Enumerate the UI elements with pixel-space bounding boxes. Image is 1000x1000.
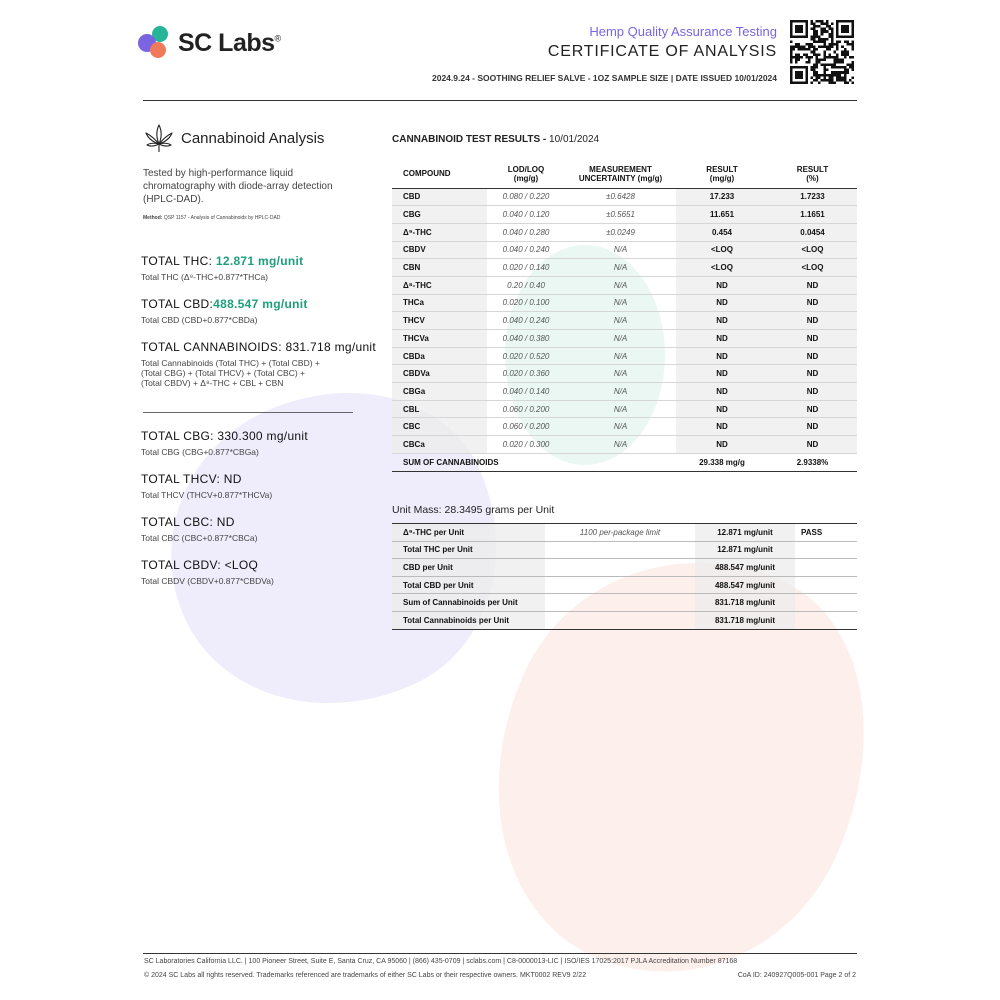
table-row (392, 294, 857, 312)
cell-uncertainty: N/A (565, 365, 676, 383)
cell-compound: THCV (392, 312, 487, 330)
cell-compound: CBCa (392, 436, 487, 454)
unit-cell-amount: 831.718 mg/unit (695, 611, 795, 629)
total-cbg-formula: Total CBG (CBG+0.877*CBGa) (141, 447, 259, 457)
table-row (392, 276, 857, 294)
cell-compound: THCa (392, 294, 487, 312)
cell-compound: Δ⁹-THC (392, 223, 487, 241)
cell-result-pct: ND (768, 383, 857, 401)
unit-cell-limit: 1100 per-package limit (545, 524, 695, 542)
sum-pct: 2.9338% (768, 453, 857, 471)
cell-uncertainty: N/A (565, 259, 676, 277)
header-lod-loq: LOD/LOQ (mg/g) (487, 160, 565, 188)
cell-compound: CBN (392, 259, 487, 277)
cell-result-pct: ND (768, 436, 857, 454)
cell-lod-loq: 0.020 / 0.140 (487, 259, 565, 277)
total-cbc-formula: Total CBC (CBC+0.877*CBCa) (141, 533, 258, 543)
cell-uncertainty: N/A (565, 436, 676, 454)
sum-mg: 29.338 mg/g (676, 453, 768, 471)
unit-cell-amount: 488.547 mg/unit (695, 559, 795, 577)
table-row (392, 365, 857, 383)
brand-name: SC Labs® (178, 28, 281, 57)
cell-result-mg: ND (676, 418, 768, 436)
total-thcv: TOTAL THCV: ND (141, 472, 242, 486)
cell-compound: CBGa (392, 383, 487, 401)
cell-uncertainty: ±0.5651 (565, 206, 676, 224)
unit-cell-amount: 831.718 mg/unit (695, 594, 795, 612)
table-row (392, 188, 857, 206)
sc-labs-logo-icon (138, 26, 172, 60)
cell-result-mg: ND (676, 347, 768, 365)
cell-result-mg: 0.454 (676, 223, 768, 241)
cell-result-mg: ND (676, 383, 768, 401)
cell-lod-loq: 0.040 / 0.380 (487, 330, 565, 348)
table-row (392, 383, 857, 401)
left-divider (143, 412, 353, 413)
footer-address: SC Laboratories California LLC. | 100 Pioneer Street, Suite E, Santa Cruz, CA 95060 | (866) 435-0709 | sclabs.com | C8-0000013-LIC | ISO/IES 17025:2017 PJLA Accreditation Number 87168 (144, 958, 738, 965)
unit-cell-label: Total CBD per Unit (392, 576, 545, 594)
cell-compound: CBG (392, 206, 487, 224)
cell-result-mg: 17.233 (676, 188, 768, 206)
total-thc: TOTAL THC: 12.871 mg/unit (141, 254, 304, 268)
header-compound: COMPOUND (392, 160, 487, 188)
total-cannabinoids-formula-3: (Total CBDV) + Δ⁸-THC + CBL + CBN (141, 378, 284, 388)
unit-row (392, 594, 857, 612)
total-cbdv-formula: Total CBDV (CBDV+0.877*CBDVa) (141, 576, 274, 586)
unit-cell-status (795, 576, 857, 594)
unit-cell-limit (545, 541, 695, 559)
total-cbg: TOTAL CBG: 330.300 mg/unit (141, 429, 308, 443)
brand-logo (138, 26, 281, 60)
unit-cell-amount: 12.871 mg/unit (695, 524, 795, 542)
cell-lod-loq: 0.020 / 0.520 (487, 347, 565, 365)
unit-cell-label: Total Cannabinoids per Unit (392, 611, 545, 629)
unit-cell-limit (545, 576, 695, 594)
unit-row (392, 611, 857, 629)
cell-result-mg: ND (676, 365, 768, 383)
unit-mass-title: Unit Mass: 28.3495 grams per Unit (392, 504, 555, 516)
footer-copyright-row (144, 972, 856, 979)
cell-lod-loq: 0.060 / 0.200 (487, 400, 565, 418)
analysis-description: Tested by high-performance liquid chromatography with diode-array detection (HPLC-DAD). (143, 168, 333, 205)
cell-compound: CBDa (392, 347, 487, 365)
cell-lod-loq: 0.020 / 0.300 (487, 436, 565, 454)
qr-code-icon[interactable] (790, 20, 854, 84)
table-row (392, 418, 857, 436)
unit-cell-label: Δ⁹-THC per Unit (392, 524, 545, 542)
results-title: CANNABINOID TEST RESULTS - 10/01/2024 (392, 134, 600, 145)
cell-uncertainty: N/A (565, 312, 676, 330)
cell-uncertainty: N/A (565, 383, 676, 401)
total-cbdv: TOTAL CBDV: <LOQ (141, 558, 259, 572)
cell-result-pct: 1.1651 (768, 206, 857, 224)
total-cbc: TOTAL CBC: ND (141, 515, 235, 529)
unit-cell-status: PASS (795, 524, 857, 542)
unit-cell-status (795, 594, 857, 612)
table-row (392, 259, 857, 277)
cell-lod-loq: 0.060 / 0.200 (487, 418, 565, 436)
cell-lod-loq: 0.040 / 0.240 (487, 312, 565, 330)
table-row (392, 330, 857, 348)
cell-result-mg: ND (676, 330, 768, 348)
cannabinoid-results-table (392, 160, 857, 472)
cell-uncertainty: N/A (565, 294, 676, 312)
cell-result-pct: ND (768, 330, 857, 348)
cell-result-pct: ND (768, 294, 857, 312)
header-uncertainty: MEASUREMENT UNCERTAINTY (mg/g) (565, 160, 676, 188)
table-row (392, 241, 857, 259)
total-cannabinoids-formula-1: Total Cannabinoids (Total THC) + (Total CBD) + (141, 358, 320, 368)
header-sample-info: 2024.9.24 - SOOTHING RELIEF SALVE - 1OZ SAMPLE SIZE | DATE ISSUED 10/01/2024 (432, 73, 777, 83)
footer-divider (143, 953, 857, 954)
cell-compound: CBDVa (392, 365, 487, 383)
cell-lod-loq: 0.20 / 0.40 (487, 276, 565, 294)
cell-result-mg: ND (676, 294, 768, 312)
total-cannabinoids-formula-2: (Total CBG) + (Total THCV) + (Total CBC) + (141, 368, 305, 378)
unit-cell-status (795, 559, 857, 577)
sum-row (392, 453, 857, 471)
unit-cell-limit (545, 559, 695, 577)
cell-result-pct: ND (768, 418, 857, 436)
cell-result-mg: <LOQ (676, 241, 768, 259)
cell-lod-loq: 0.040 / 0.140 (487, 383, 565, 401)
results-header-row (392, 160, 857, 188)
cell-result-pct: 1.7233 (768, 188, 857, 206)
analysis-title: Cannabinoid Analysis (181, 129, 325, 147)
header-title: CERTIFICATE OF ANALYSIS (547, 43, 777, 60)
cell-result-pct: <LOQ (768, 259, 857, 277)
cell-result-pct: 0.0454 (768, 223, 857, 241)
cell-uncertainty: N/A (565, 347, 676, 365)
total-cbd: TOTAL CBD:488.547 mg/unit (141, 297, 308, 311)
unit-mass-table (392, 523, 857, 630)
unit-row (392, 559, 857, 577)
cannabinoid-analysis-heading (143, 122, 324, 154)
cell-lod-loq: 0.040 / 0.240 (487, 241, 565, 259)
header-result-mg: RESULT (mg/g) (676, 160, 768, 188)
unit-row (392, 541, 857, 559)
cell-lod-loq: 0.020 / 0.100 (487, 294, 565, 312)
cell-compound: Δ⁸-THC (392, 276, 487, 294)
unit-cell-limit (545, 611, 695, 629)
table-row (392, 223, 857, 241)
cell-compound: THCVa (392, 330, 487, 348)
cell-result-mg: 11.651 (676, 206, 768, 224)
cell-result-pct: ND (768, 312, 857, 330)
table-row (392, 436, 857, 454)
unit-cell-label: CBD per Unit (392, 559, 545, 577)
cell-result-mg: ND (676, 436, 768, 454)
table-row (392, 347, 857, 365)
unit-cell-label: Sum of Cannabinoids per Unit (392, 594, 545, 612)
table-row (392, 206, 857, 224)
unit-cell-amount: 488.547 mg/unit (695, 576, 795, 594)
header-result-pct: RESULT (%) (768, 160, 857, 188)
cell-uncertainty: ±0.6428 (565, 188, 676, 206)
cell-result-pct: ND (768, 347, 857, 365)
sum-label: SUM OF CANNABINOIDS (392, 453, 676, 471)
unit-row (392, 576, 857, 594)
table-row (392, 400, 857, 418)
unit-cell-status (795, 541, 857, 559)
unit-cell-status (795, 611, 857, 629)
cell-lod-loq: 0.080 / 0.220 (487, 188, 565, 206)
unit-cell-limit (545, 594, 695, 612)
cell-compound: CBDV (392, 241, 487, 259)
cell-result-pct: ND (768, 276, 857, 294)
cell-result-pct: <LOQ (768, 241, 857, 259)
table-row (392, 312, 857, 330)
cell-lod-loq: 0.040 / 0.280 (487, 223, 565, 241)
cell-result-pct: ND (768, 400, 857, 418)
cell-compound: CBL (392, 400, 487, 418)
unit-cell-label: Total THC per Unit (392, 541, 545, 559)
header-divider (143, 100, 857, 101)
cell-compound: CBD (392, 188, 487, 206)
cell-lod-loq: 0.040 / 0.120 (487, 206, 565, 224)
cell-uncertainty: ±0.0249 (565, 223, 676, 241)
cell-lod-loq: 0.020 / 0.360 (487, 365, 565, 383)
cell-uncertainty: N/A (565, 330, 676, 348)
cell-result-mg: ND (676, 276, 768, 294)
cell-uncertainty: N/A (565, 400, 676, 418)
cell-uncertainty: N/A (565, 418, 676, 436)
footer-copyright: © 2024 SC Labs all rights reserved. Trademarks referenced are trademarks of either SC Labs or their respective owners. MKT0002 REV9 2/22 (144, 972, 587, 979)
total-cannabinoids: TOTAL CANNABINOIDS: 831.718 mg/unit (141, 340, 377, 354)
cannabis-leaf-icon (143, 122, 175, 154)
cell-compound: CBC (392, 418, 487, 436)
cell-result-mg: <LOQ (676, 259, 768, 277)
unit-cell-amount: 12.871 mg/unit (695, 541, 795, 559)
cell-result-pct: ND (768, 365, 857, 383)
total-thcv-formula: Total THCV (THCV+0.877*THCVa) (141, 490, 273, 500)
footer-coa-id: CoA ID: 240927Q005-001 Page 2 of 2 (737, 972, 856, 979)
cell-uncertainty: N/A (565, 276, 676, 294)
cell-result-mg: ND (676, 312, 768, 330)
total-thc-formula: Total THC (Δ⁹-THC+0.877*THCa) (141, 272, 269, 282)
header-subtitle: Hemp Quality Assurance Testing (589, 24, 777, 39)
total-cbd-formula: Total CBD (CBD+0.877*CBDa) (141, 315, 258, 325)
analysis-method: Method: QSP 1157 - Analysis of Cannabinoids by HPLC-DAD (143, 215, 281, 221)
cell-result-mg: ND (676, 400, 768, 418)
unit-row (392, 524, 857, 542)
cell-uncertainty: N/A (565, 241, 676, 259)
